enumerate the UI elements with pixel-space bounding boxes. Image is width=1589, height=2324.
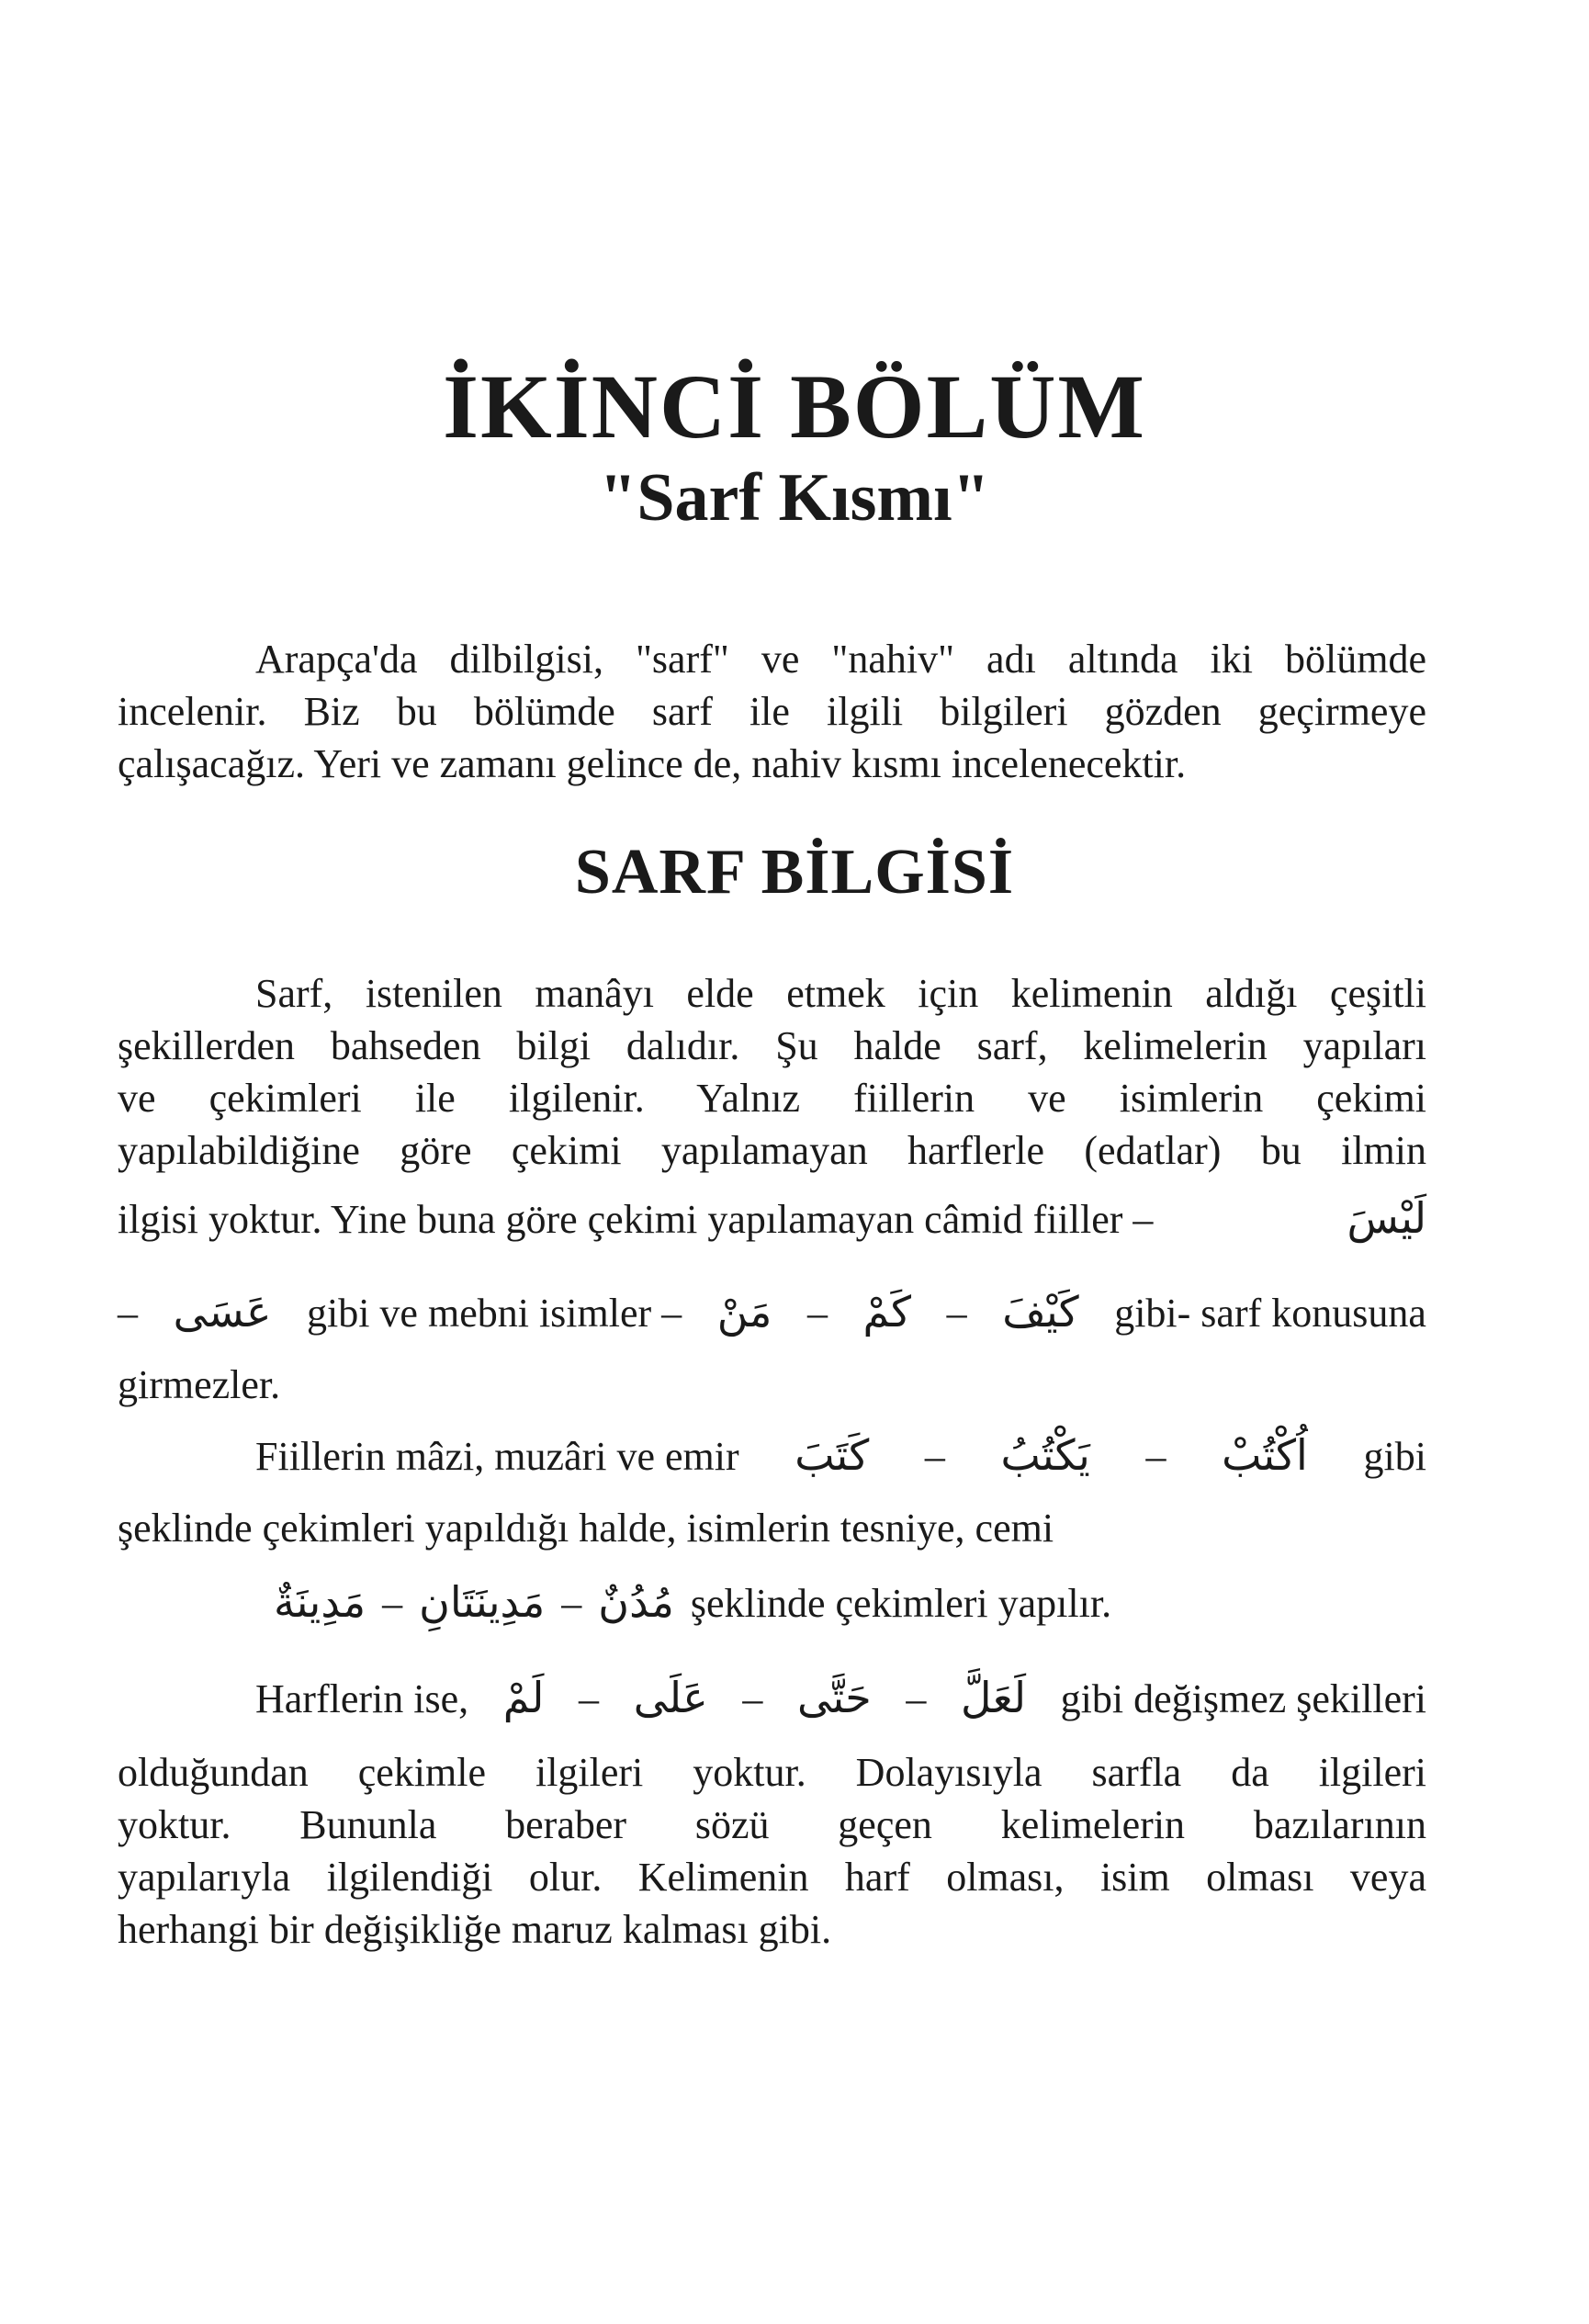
dash: – (561, 1581, 582, 1626)
line-fiiller (255, 1429, 1426, 1483)
para1-line-4: yapılabildiğine göre çekimi yapılamayan harflerle (edatlar) bu ilmin (118, 1128, 1426, 1173)
line-harfler-text: Harflerin ise, (255, 1676, 469, 1721)
arabic-medine: مَدِينَةٌ (274, 1577, 366, 1627)
line-fiiller-text: Fiillerin mâzi, muzâri ve emir (255, 1434, 739, 1479)
arabic-ketebe: كَتَبَ (794, 1430, 870, 1480)
dash: – (118, 1291, 138, 1336)
arabic-lealle: لَعَلَّ (960, 1673, 1026, 1722)
line-harfler-text-2: gibi değişmez şekilleri (1060, 1676, 1426, 1721)
chapter-subtitle: "Sarf Kısmı" (599, 460, 990, 536)
line-leys-text: ilgisi yoktur. Yine buna göre çekimi yapılamayan câmid fiiller – (118, 1197, 1154, 1242)
line-asa-text-2: gibi- sarf konusuna (1114, 1291, 1426, 1336)
dash: – (946, 1291, 967, 1336)
line-girmezler: girmezler. (118, 1362, 281, 1407)
section-title: SARF BİLGİSİ (574, 837, 1015, 908)
arabic-mudun: مُدُنٌ (598, 1577, 674, 1627)
para-end-line-1: olduğundan çekimle ilgileri yoktur. Dolayısıyla sarfla da ilgileri (118, 1750, 1426, 1795)
line-sekilde: şeklinde çekimleri yapıldığı halde, isimlerin tesniye, cemi (118, 1506, 1054, 1551)
line-medine (274, 1576, 1169, 1630)
dash: – (906, 1676, 927, 1721)
dash: – (924, 1434, 945, 1479)
para-end-line-3: yapılarıyla ilgilendiği olur. Kelimenin harf olması, isim olması veya (118, 1855, 1426, 1900)
dash: – (742, 1676, 763, 1721)
arabic-yektubu: يَكْتُبُ (1000, 1430, 1090, 1480)
para1-line-3: ve çekimleri ile ilgilenir. Yalnız fiillerin ve isimlerin çekimi (118, 1076, 1426, 1121)
intro-line-3: çalışacağız. Yeri ve zamanı gelince de, nahiv kısmı incelenecektir. (118, 741, 1187, 786)
line-asa (118, 1286, 1426, 1339)
chapter-title: İKİNCİ BÖLÜM (443, 355, 1146, 457)
arabic-lem: لَمْ (502, 1673, 545, 1722)
para-end-line-4: herhangi bir değişikliğe maruz kalması gibi. (118, 1907, 832, 1952)
line-asa-text-1: gibi ve mebni isimler – (306, 1291, 682, 1336)
para1-line-2: şekillerden bahseden bilgi dalıdır. Şu halde sarf, kelimelerin yapıları (118, 1023, 1426, 1068)
dash: – (579, 1676, 600, 1721)
intro-line-1: Arapça'da dilbilgisi, "sarf" ve "nahiv" adı altında iki bölümde (255, 637, 1426, 682)
line-fiiller-text-2: gibi (1363, 1434, 1426, 1479)
arabic-kem: كَمْ (862, 1287, 912, 1337)
line-harfler (255, 1672, 1426, 1725)
para1-line-1: Sarf, istenilen manâyı elde etmek için kelimenin aldığı çeşitli (255, 971, 1426, 1016)
intro-line-2: incelenir. Biz bu bölümde sarf ile ilgili bilgileri gözden geçirmeye (118, 689, 1426, 734)
arabic-hatta: حَتَّى (797, 1673, 872, 1722)
line-leys (118, 1192, 1426, 1246)
arabic-leys: لَيْسَ (1347, 1193, 1426, 1243)
arabic-ala: عَلَى (633, 1673, 708, 1722)
arabic-keyfe: كَيْفَ (1002, 1287, 1079, 1337)
dash: – (1145, 1434, 1166, 1479)
arabic-uktub: اُكْتُبْ (1222, 1430, 1308, 1480)
dash: – (382, 1581, 403, 1626)
line-medine-text: şeklinde çekimleri yapılır. (690, 1581, 1112, 1626)
arabic-men: مَنْ (716, 1287, 772, 1337)
dash: – (806, 1291, 828, 1336)
para-end-line-2: yoktur. Bununla beraber sözü geçen kelimelerin bazılarının (118, 1802, 1426, 1847)
arabic-medinetan: مَدِينَتَانِ (419, 1577, 546, 1627)
arabic-asa: عَسَى (173, 1287, 272, 1337)
